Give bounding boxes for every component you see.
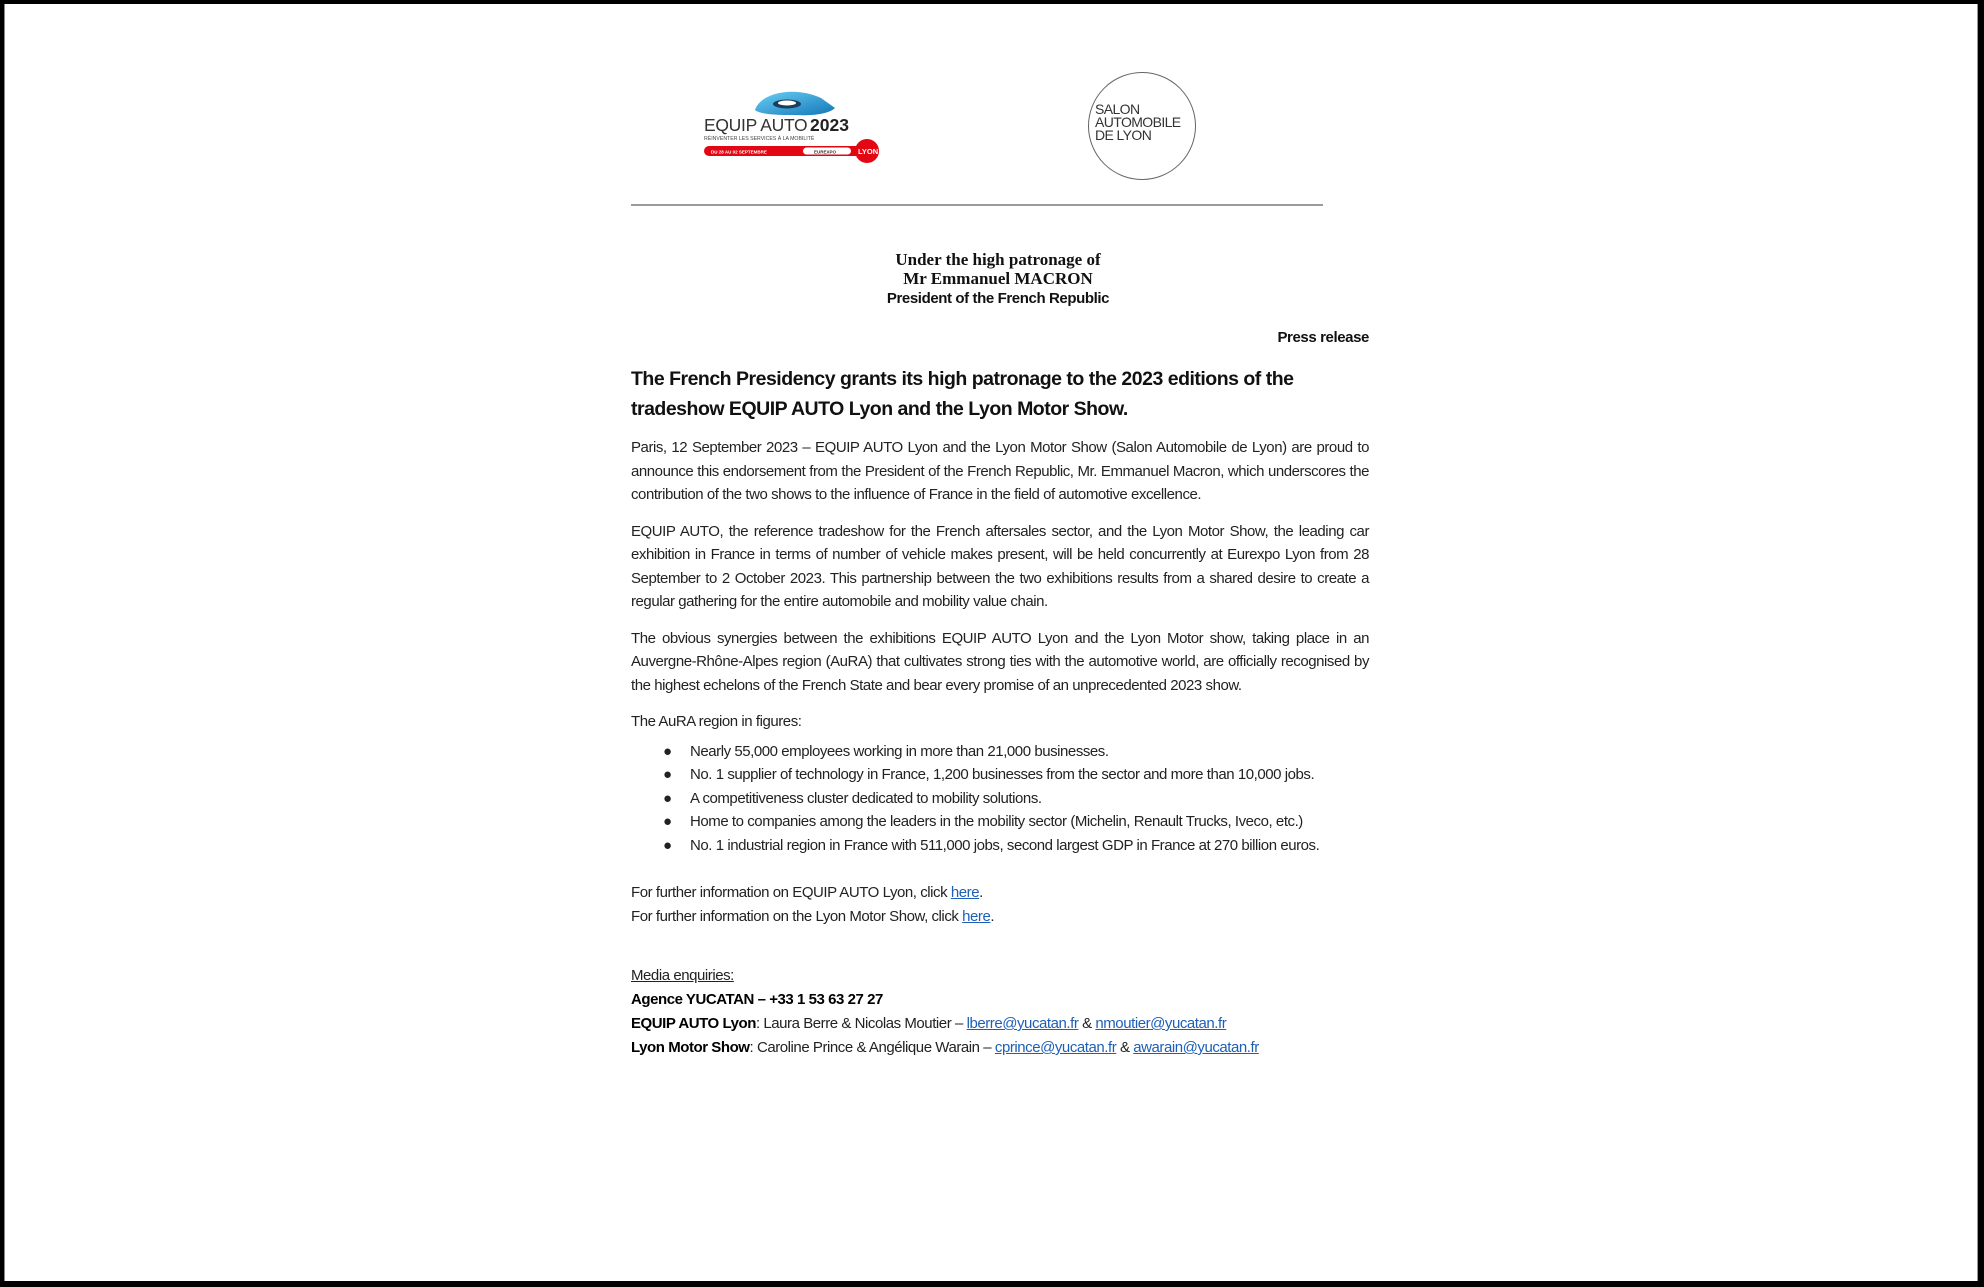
contact-equip-auto: EQUIP AUTO Lyon: Laura Berre & Nicolas Moutier – lberre@yucatan.fr & nmoutier@yucatan.fr — [631, 1015, 1227, 1032]
paragraph: Paris, 12 September 2023 – EQUIP AUTO Lyon and the Lyon Motor Show (Salon Automobile de Lyon) are proud to announce this endorsement from the President of the French Republic, Mr. Emmanuel Macron, which underscores the contribution of the two shows to the influence of France in the field of automotive excellence. — [631, 439, 1369, 503]
salon-logo-text: SALON AUTOMOBILE DE LYON — [1095, 101, 1181, 143]
bullet-icon: ● — [663, 836, 672, 854]
more-info-equip: For further information on EQUIP AUTO Lyon, click here. — [631, 884, 983, 901]
list-intro: The AuRA region in figures: — [631, 713, 802, 730]
patronage-title: President of the French Republic — [886, 290, 1110, 307]
equip-auto-here-link[interactable]: here — [950, 884, 980, 901]
paragraph: The obvious synergies between the exhibitions EQUIP AUTO Lyon and the Lyon Motor show, taking place in an Auvergne-Rhône-Alpes region (AuRA) that cultivates strong ties with the automotive world, are officially recognised by the highest echelons of the French State and bear every promise of an unprecedented 2023 show. — [631, 629, 1369, 694]
svg-text:DU 28 AU 02 SEPTEMBRE: DU 28 AU 02 SEPTEMBRE — [711, 149, 767, 155]
bullet-icon: ● — [663, 766, 672, 783]
doc-type-label: Press release — [1277, 329, 1369, 346]
equip-auto-wordmark: EQUIP AUTO — [704, 115, 808, 135]
bullet-icon: ● — [663, 742, 672, 760]
list-item: ● No. 1 supplier of technology in France, 1,200 businesses from the sector and more than 10,000 jobs. — [631, 763, 1369, 787]
list-item: ● A competitiveness cluster dedicated to mobility solutions. — [631, 787, 1369, 811]
svg-text:LYON: LYON — [858, 147, 879, 156]
svg-text:RÉINVENTER LES SERVICES À LA M: RÉINVENTER LES SERVICES À LA MOBILITÉ — [704, 136, 815, 142]
salon-automobile-lyon-logo — [1088, 72, 1196, 180]
email-link[interactable]: nmoutier@yucatan.fr — [1095, 1015, 1227, 1032]
more-info — [631, 881, 1369, 928]
header-divider — [631, 204, 1323, 206]
list-item: ● No. 1 industrial region in France with 511,000 jobs, second largest GDP in France at 270 billion euros. — [631, 834, 1369, 858]
press-release — [627, 4, 1369, 1281]
list-item: ● Nearly 55,000 employees working in more than 21,000 businesses. — [631, 740, 1369, 764]
email-link[interactable]: awarain@yucatan.fr — [1133, 1039, 1259, 1056]
patronage-block — [627, 250, 1369, 310]
list-item: ● Home to companies among the leaders in the mobility sector (Michelin, Renault Trucks, Iveco, etc.) — [631, 810, 1369, 834]
motor-show-here-link[interactable]: here — [962, 907, 991, 925]
patronage-name: Mr Emmanuel MACRON — [903, 269, 1093, 288]
figures-list — [631, 740, 1369, 858]
more-info-motor-show: For further information on the Lyon Motor Show, click here. — [631, 907, 995, 925]
document-page — [4, 4, 1978, 1281]
media-heading: Media enquiries: — [631, 967, 734, 984]
headline: The French Presidency grants its high patronage to the 2023 editions of the tradeshow EQUIP AUTO Lyon and the Lyon Motor Show. — [631, 368, 1294, 420]
contact-motor-show: Lyon Motor Show: Caroline Prince & Angélique Warain – cprince@yucatan.fr & awarain@yucatan.fr — [631, 1039, 1259, 1056]
svg-text:EUREXPO: EUREXPO — [814, 149, 837, 155]
media-enquiries — [631, 964, 1369, 1060]
paragraph: EQUIP AUTO, the reference tradeshow for the French aftersales sector, and the Lyon Motor Show, the leading car exhibition in France in terms of number of vehicle makes present, will be held concurrently at Eurexpo Lyon from 28 September to 2 October 2023. This partnership between the two exhibitions results from a shared desire to create a regular gathering for the entire automobile and mobility value chain. — [631, 522, 1369, 610]
bullet-icon: ● — [663, 789, 672, 807]
email-link[interactable]: cprince@yucatan.fr — [994, 1039, 1117, 1056]
patronage-line: Under the high patronage of — [895, 250, 1101, 269]
equip-auto-car-icon — [703, 84, 893, 174]
svg-text:2023: 2023 — [810, 115, 849, 135]
equip-auto-logo — [703, 84, 893, 174]
email-link[interactable]: lberre@yucatan.fr — [966, 1015, 1079, 1032]
body-text — [631, 436, 1369, 1060]
bullet-icon: ● — [663, 813, 672, 830]
agency-contact: Agence YUCATAN – +33 1 53 63 27 27 — [631, 991, 883, 1008]
